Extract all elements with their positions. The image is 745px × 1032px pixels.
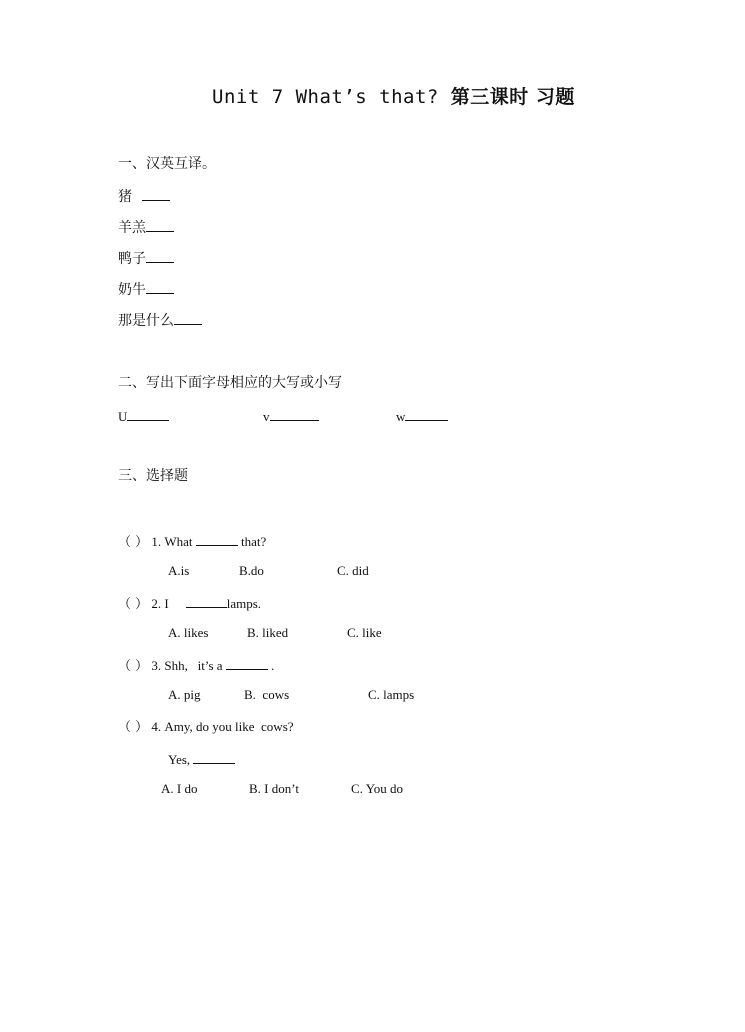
letter-label: v [263,409,270,424]
vocab-item-label: 奶牛 [118,282,146,298]
vocab-item-label: 那是什么 [118,313,174,329]
answer-blank[interactable] [226,657,268,670]
option-b[interactable]: B. cows [244,687,290,702]
answer-paren[interactable]: （ ） [118,597,149,612]
answer-prefix: Yes, [168,752,191,767]
answer-blank[interactable] [146,219,174,232]
letter-label: U [118,409,128,424]
question-stem: 4. Amy, do you like cows? [151,719,294,734]
answer-paren[interactable]: （ ） [118,720,149,735]
option-c[interactable]: C. did [337,563,369,578]
letter-item [396,408,448,423]
answer-blank[interactable] [193,751,235,764]
option-c[interactable]: C. You do [351,781,404,796]
vocab-item-label: 鸭子 [118,251,146,267]
option-b[interactable]: B. I don’t [249,781,299,796]
question-4 [118,720,294,734]
section2-heading: 二、写出下面字母相应的大写或小写 [118,375,342,391]
answer-blank[interactable] [146,250,174,263]
question-1 [118,533,266,549]
answer-paren[interactable]: （ ） [118,659,149,674]
vocab-item [118,250,174,266]
question-stem-end: that? [241,534,267,549]
page-title [212,88,575,107]
question-stem-end: lamps. [226,596,262,611]
option-a[interactable]: A.is [168,563,190,578]
answer-blank[interactable] [186,595,227,608]
answer-line [168,751,235,766]
question-stem: 3. Shh, it’s a [151,658,223,673]
question-3 [118,657,274,673]
answer-paren[interactable]: （ ） [118,535,149,550]
answer-blank[interactable] [270,408,319,421]
vocab-item-label: 羊羔 [118,220,146,236]
answer-blank[interactable] [196,533,238,546]
answer-blank[interactable] [127,408,169,421]
title-chinese: 第三课时 习题 [450,86,575,108]
question-stem: 2. I [151,596,169,611]
vocab-item-label: 猪 [118,189,132,205]
section3-heading: 三、选择题 [118,468,188,484]
answer-blank[interactable] [174,312,202,325]
answer-blank[interactable] [142,188,170,201]
vocab-item [118,312,202,328]
option-c[interactable]: C. like [347,625,382,640]
letter-item [118,408,169,423]
vocab-item [118,219,174,235]
option-c[interactable]: C. lamps [368,687,415,702]
letter-item [263,408,319,423]
question-stem-end: . [271,658,275,673]
section1-heading: 一、汉英互译。 [118,156,216,172]
question-stem: 1. What [151,534,193,549]
vocab-item [118,281,174,297]
option-b[interactable]: B. liked [247,625,289,640]
option-a[interactable]: A. likes [168,625,209,640]
vocab-item [118,188,170,204]
question-2 [118,595,261,611]
title-english: Unit 7 What’s that? [212,86,439,108]
option-b[interactable]: B.do [239,563,264,578]
answer-blank[interactable] [146,281,174,294]
letter-label: w [396,409,406,424]
option-a[interactable]: A. I do [161,781,198,796]
answer-blank[interactable] [405,408,448,421]
option-a[interactable]: A. pig [168,687,201,702]
